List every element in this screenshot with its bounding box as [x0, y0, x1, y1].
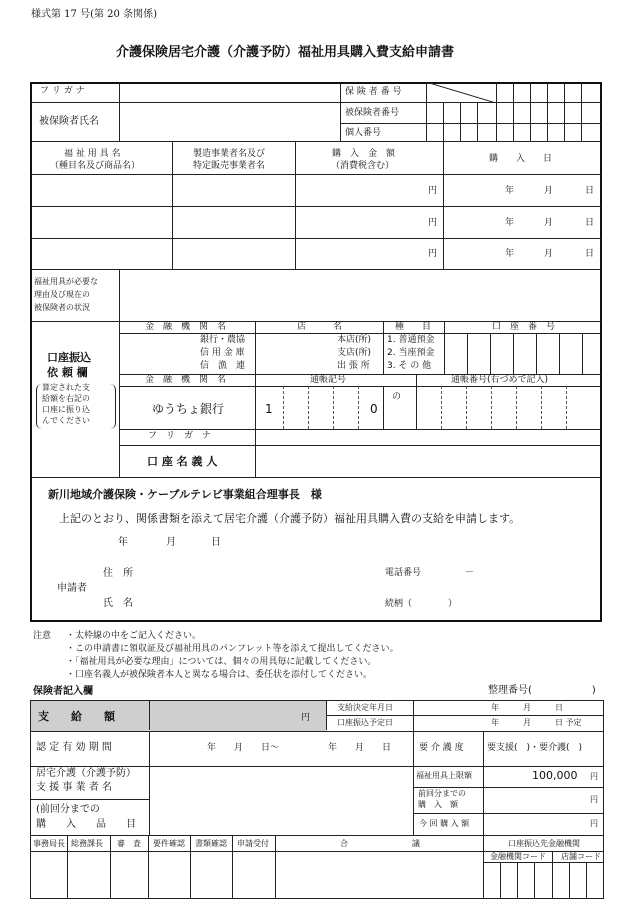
- reason-label-2: 理由及び現在の: [34, 290, 90, 299]
- item-row-month: 月: [544, 249, 554, 259]
- application-statement: 上記のとおり、関係書類を添えて居宅介護（介護予防）福祉用具購入費の支給を申請します。: [59, 512, 521, 525]
- passbook-number-header: 通帳番号(右づめで記入): [451, 375, 549, 385]
- item-row-day: 日: [585, 218, 595, 228]
- furigana-field[interactable]: [121, 83, 339, 101]
- valid-from: 年 月 日～: [207, 743, 280, 753]
- note-item: ・「福祉用具が必要な理由」については、個々の用具毎に記載してください。: [66, 657, 377, 667]
- item-name-subheader: （種目名及び商品名）: [50, 161, 141, 171]
- note-item: ・太枠線の中をご記入ください。: [66, 631, 202, 641]
- phone-label: 電話番号: [385, 568, 422, 578]
- current-amount-label: 今 回 購 入 額: [419, 819, 470, 828]
- passbook-symbol-header: 通帳記号: [310, 375, 347, 385]
- limit-value: 100,000: [532, 769, 578, 782]
- item-row-month: 月: [544, 186, 554, 196]
- item-row-yen: 円: [428, 249, 438, 259]
- valid-to: 年 月 日: [328, 743, 392, 753]
- note-item: ・この申請書に領収証及び福祉用具のパンフレット等を添えて提出してください。: [66, 644, 399, 654]
- no-char: の: [392, 392, 402, 402]
- bank-note-3: 口座に振り込: [42, 405, 90, 414]
- approval-col: 総務課長: [71, 839, 103, 848]
- bank-note-4: んでください: [42, 416, 90, 425]
- item-row-day: 日: [585, 186, 595, 196]
- applicant-label: 申請者: [57, 583, 87, 594]
- approval-col: 要件確認: [153, 839, 185, 848]
- notes-head: 注意: [33, 631, 52, 641]
- item-row-yen: 円: [428, 218, 438, 228]
- decision-date-label: 支給決定年月日: [337, 703, 393, 712]
- account-holder-field[interactable]: [257, 447, 601, 476]
- bank-code-header: 金融機関コード: [490, 852, 546, 861]
- bank-section-label-2: 依 頼 欄: [47, 366, 88, 379]
- reference-number: 整理番号( ): [488, 685, 596, 696]
- insured-name-label: 被保険者氏名: [39, 116, 99, 127]
- inst-type-shinkin: 信 用 金 庫: [200, 348, 245, 358]
- bank-dest-header: 口座振込先金融機関: [508, 839, 580, 848]
- note-item: ・口座名義人が被保険者本人と異なる場合は、委任状を添付してください。: [66, 670, 373, 680]
- bank-note-2: 給額を右記の: [42, 394, 90, 403]
- care-level-value: 要支援( )・要介護( ): [487, 743, 583, 753]
- item-row-year: 年: [505, 249, 515, 259]
- prev-items-label-2: 購 入 品 目: [36, 819, 136, 830]
- personal-number-label: 個人番号: [345, 128, 382, 138]
- payment-label: 支 給 額: [38, 710, 115, 723]
- branch-type-main: 本店(所): [337, 335, 372, 345]
- institution-header: 金 融 機 関 名: [145, 322, 227, 332]
- care-level-label: 要 介 護 度: [419, 743, 464, 753]
- payment-value-bg: [150, 701, 326, 732]
- inst-type-bank: 銀行・農協: [200, 335, 246, 345]
- transfer-date-label: 口座振込予定日: [337, 718, 393, 727]
- passbook-digit-zero: 0: [370, 402, 378, 416]
- amount-subheader: （消費税含む）: [331, 161, 395, 171]
- bank-note-1: 算定された支: [42, 383, 90, 392]
- limit-yen: 円: [590, 772, 598, 781]
- insurer-number-label: 保 険 者 番 号: [345, 87, 402, 97]
- insured-name-field[interactable]: [121, 104, 339, 140]
- purchase-date-header: 購 入 日: [489, 154, 553, 164]
- reason-label-1: 福祉用具が必要な: [34, 277, 98, 286]
- reason-label-3: 被保険者の状況: [34, 303, 90, 312]
- approval-col: 書類確認: [195, 839, 227, 848]
- prev-amount-yen: 円: [590, 795, 598, 804]
- provider-label-1: 居宅介護（介護予防）: [36, 768, 136, 779]
- account-type-header: 種 目: [395, 322, 432, 332]
- maker-subheader: 特定販売事業者名: [193, 161, 266, 171]
- name-label: 氏 名: [103, 598, 133, 609]
- provider-label-2: 支 援 事 業 者 名: [36, 782, 112, 793]
- date-day: 日: [211, 537, 221, 548]
- yucho-bank-label: ゆうちょ銀行: [152, 402, 225, 416]
- reason-field[interactable]: [121, 271, 601, 320]
- diagonal-slash: [426, 82, 496, 103]
- transfer-date-value: 年 月 日 予定: [491, 718, 582, 727]
- prev-amount-label-2: 購 入 額: [418, 800, 458, 809]
- branch-code-header: 店舗コード: [561, 852, 601, 861]
- addressee: 新川地域介護保険・ケーブルテレビ事業組合理事長 様: [48, 488, 322, 501]
- inst-type-shingyo: 信 漁 連: [200, 361, 246, 371]
- item-name-header: 福 祉 用 具 名: [64, 149, 121, 159]
- prev-items-label-1: (前回分までの: [36, 804, 100, 815]
- item-row-year: 年: [505, 186, 515, 196]
- valid-period-label: 認 定 有 効 期 間: [36, 742, 112, 753]
- page-title: 介護保険居宅介護（介護予防）福祉用具購入費支給申請書: [116, 45, 455, 60]
- approval-col: 申請受付: [237, 839, 269, 848]
- approval-col: 審 査: [117, 839, 141, 848]
- decision-date-value: 年 月 日: [491, 703, 563, 712]
- address-label: 住 所: [103, 568, 133, 579]
- current-amount-yen: 円: [590, 819, 598, 828]
- relation-label: 続柄（ ）: [385, 599, 458, 609]
- branch-type-branch: 支店(所): [337, 348, 372, 358]
- insurer-section-label: 保険者記入欄: [33, 686, 93, 697]
- institution-header-2: 金 融 機 関 名: [145, 375, 227, 385]
- account-furigana-label: フ リ ガ ナ: [148, 431, 212, 441]
- amount-header: 購 入 金 額: [332, 149, 396, 159]
- limit-label: 福祉用具上限額: [416, 771, 472, 780]
- item-row-yen: 円: [428, 186, 438, 196]
- payment-yen: 円: [301, 713, 311, 723]
- furigana-label: フ リ ガ ナ: [40, 86, 85, 96]
- branch-header: 店 名: [297, 322, 343, 332]
- bank-section-label-1: 口座振込: [47, 351, 91, 364]
- phone-separator: －: [465, 568, 475, 578]
- maker-header: 製造事業者名及び: [193, 149, 266, 159]
- approval-col: 事務局長: [33, 839, 65, 848]
- insured-number-label: 被保険者番号: [345, 108, 400, 118]
- date-month: 月: [166, 537, 176, 548]
- date-year: 年: [118, 537, 128, 548]
- item-row-year: 年: [505, 218, 515, 228]
- branch-type-office: 出 張 所: [337, 361, 370, 371]
- form-number: 様式第 17 号(第 20 条関係): [31, 9, 157, 20]
- account-type-other: 3. そ の 他: [387, 361, 432, 371]
- prev-amount-label-1: 前回分までの: [418, 789, 466, 798]
- consultation-col: 合 議: [340, 839, 420, 848]
- account-type-ordinary: 1. 普通預金: [387, 335, 435, 345]
- item-row-month: 月: [544, 218, 554, 228]
- item-row-day: 日: [585, 249, 595, 259]
- account-type-current: 2. 当座預金: [387, 348, 435, 358]
- passbook-digit-one: 1: [265, 402, 273, 416]
- account-holder-label: 口 座 名 義 人: [147, 455, 218, 468]
- account-number-header: 口 座 番 号: [492, 322, 556, 332]
